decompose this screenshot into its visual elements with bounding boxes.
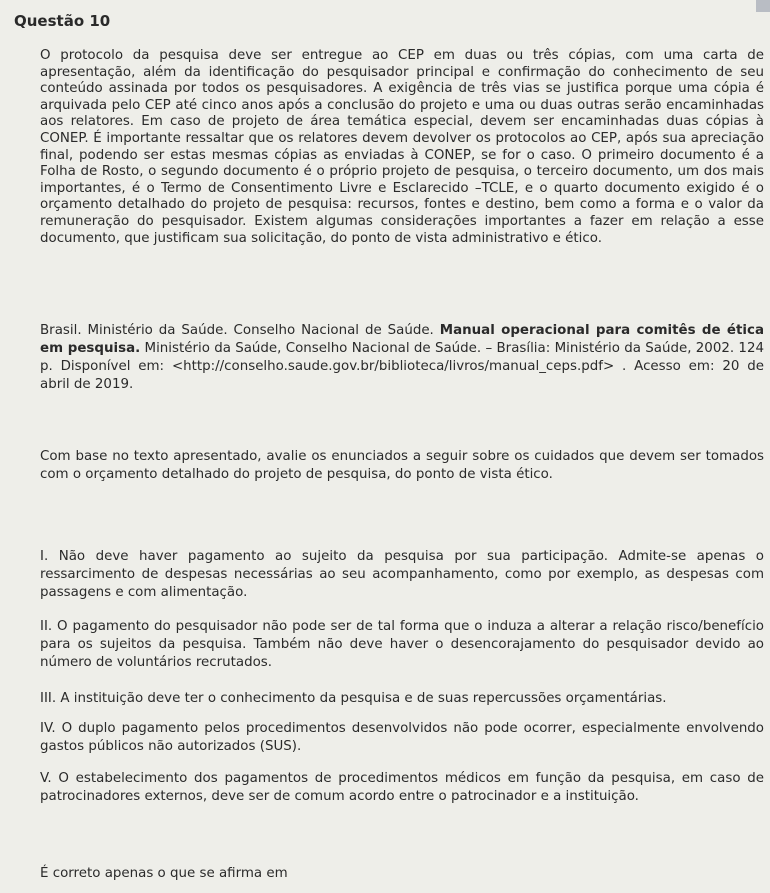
text-paragraph: O protocolo da pesquisa deve ser entregue ao CEP em duas ou três cópias, com uma carta de apresentação, além da identificação do pesquisador principal e confirmação do conhecimento de seu conteúdo assinada por todos os pesquisadores. A exigência de três vias se justifica porque uma cópia é arquivada pelo CEP até cinco anos após a conclusão do projeto e uma ou duas outras serão encaminhadas aos relatores. Em caso de projeto de área temática especial, devem ser encaminhadas duas cópias à CONEP. É importante ressaltar que os relatores devem devolver os protocolos ao CEP, após sua apreciação final, podendo ser estas mesmas cópias as enviadas à CONEP, se for o caso. O primeiro documento é a Folha de Rosto, o segundo documento é o próprio projeto de pesquisa, o terceiro documento, um dos mais importantes, é o Termo de Consentimento Livre e Esclarecido –TCLE, e o quarto documento exigido é o orçamento detalhado do projeto de pesquisa: recursos, fontes e destino, bem como a forma e o valor da remuneração do pesquisador. Existem algumas considerações importantes a fazer em relação a esse documento, que justificam sua solicitação, do ponto de vista administrativo e ético. xyxy=(40,48,764,246)
question-title: Questão 10 xyxy=(14,12,111,30)
statement-item: I. Não deve haver pagamento ao sujeito da pesquisa por sua participação. Admite-se apenas o ressarcimento de despesas necessárias ao seu acompanhamento, como por exemplo, as despesas com passagens e com alimentação. xyxy=(40,549,764,600)
reference-details: Ministério da Saúde, Conselho Nacional de Saúde. – Brasília: Ministério da Saúde, 2002. 124 p. Disponível em: <http://conselho.saude.gov.br/biblioteca/livros/manual_ceps.pdf> . Acesso em: 20 de abril de 2019. xyxy=(40,341,764,392)
statement-item: III. A instituição deve ter o conhecimento da pesquisa e de suas repercussões orçamentárias. xyxy=(40,691,667,706)
statement-item: V. O estabelecimento dos pagamentos de procedimentos médicos em função da pesquisa, em caso de patrocinadores externos, deve ser de comum acordo entre o patrocinador e a instituição. xyxy=(40,771,764,804)
reference-citation xyxy=(40,322,764,394)
statement-item: IV. O duplo pagamento pelos procedimentos desenvolvidos não pode ocorrer, especialmente envolvendo gastos públicos não autorizados (SUS). xyxy=(40,721,764,754)
reference-title: Manual operacional para comitês de ética em pesquisa. xyxy=(40,323,764,356)
closing-statement: É correto apenas o que se afirma em xyxy=(40,866,288,881)
statement-item: II. O pagamento do pesquisador não pode ser de tal forma que o induza a alterar a relação risco/benefício para os sujeitos da pesquisa. Também não deve haver o desencorajamento do pesquisador devido ao número de voluntários recrutados. xyxy=(40,619,764,670)
question-prompt: Com base no texto apresentado, avalie os enunciados a seguir sobre os cuidados que devem ser tomados com o orçamento detalhado do projeto de pesquisa, do ponto de vista ético. xyxy=(40,449,764,482)
corner-badge xyxy=(756,0,770,12)
reference-authors: Brasil. Ministério da Saúde. Conselho Nacional de Saúde. xyxy=(40,323,440,338)
